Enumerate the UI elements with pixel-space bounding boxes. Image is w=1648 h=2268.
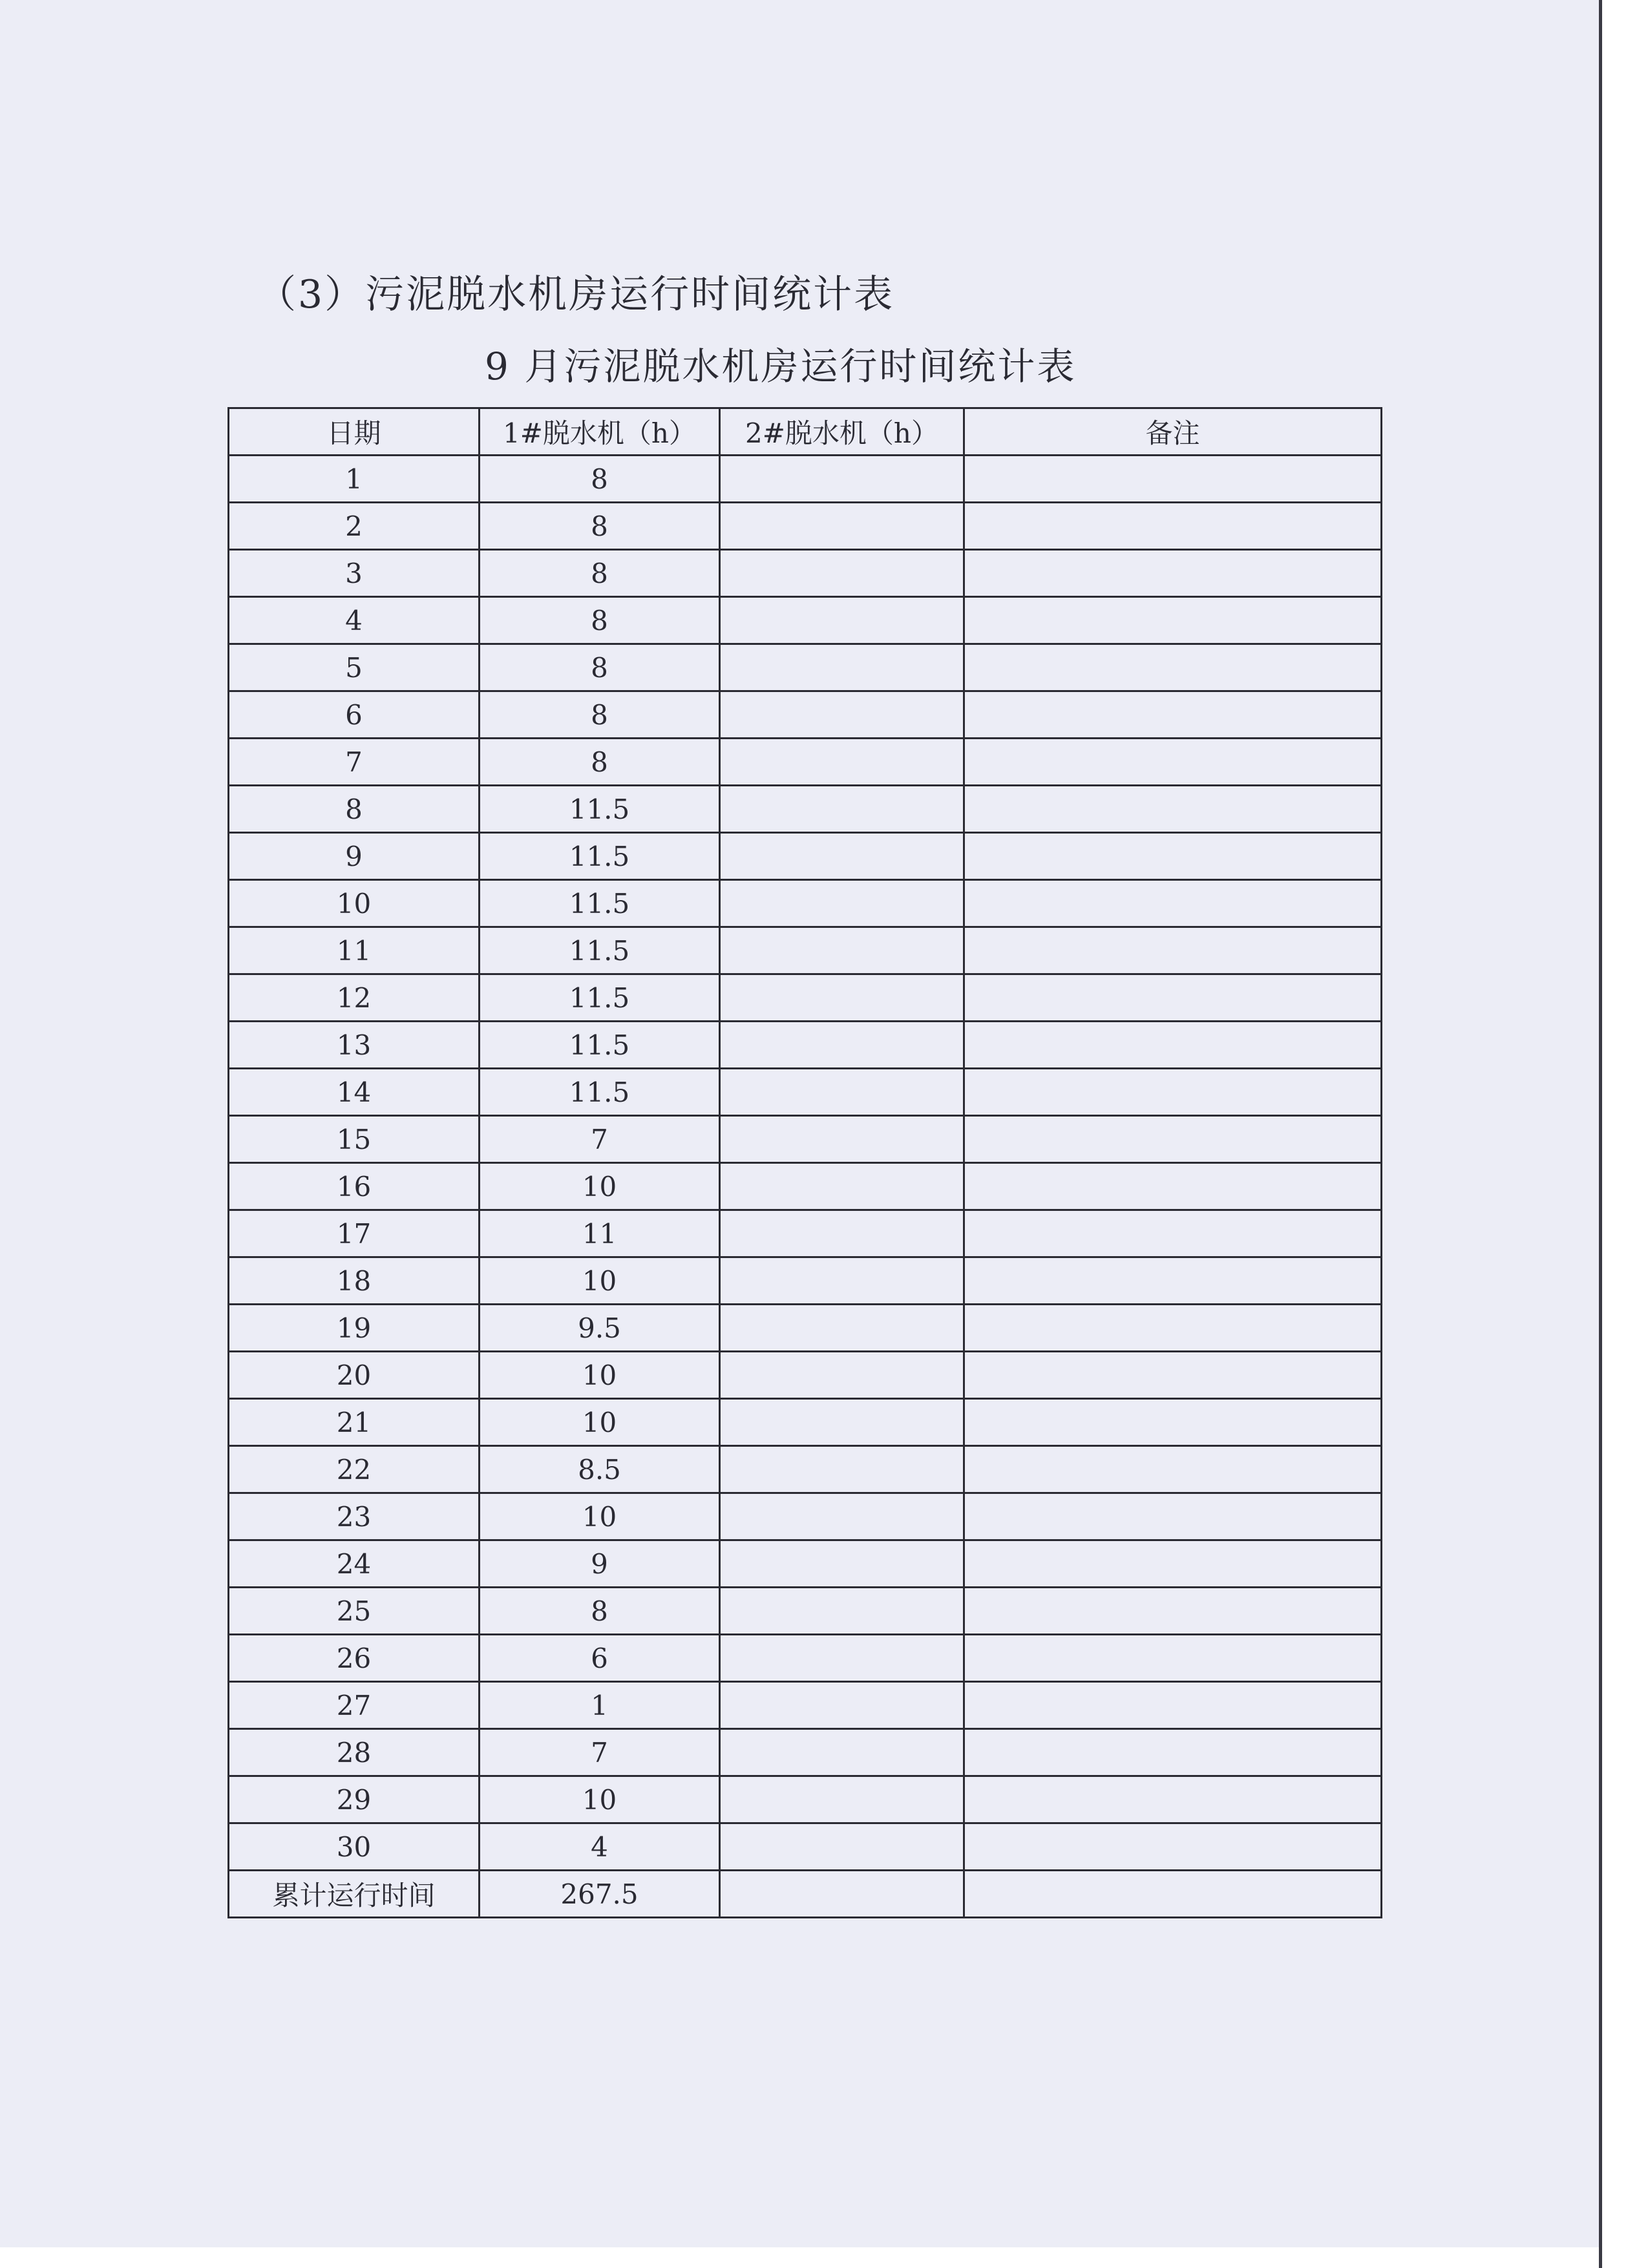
table-row xyxy=(229,1069,1382,1116)
cell-machine-2 xyxy=(720,1305,964,1352)
cell-note xyxy=(964,927,1382,974)
cell-note xyxy=(964,1163,1382,1210)
cell-note xyxy=(964,1823,1382,1871)
cell-machine-2 xyxy=(720,503,964,550)
header-date: 日期 xyxy=(229,408,480,456)
cell-machine-2 xyxy=(720,644,964,691)
cell-date: 15 xyxy=(229,1116,480,1163)
table-row xyxy=(229,1163,1382,1210)
total-row xyxy=(229,1871,1382,1918)
cell-machine-1: 11.5 xyxy=(480,786,720,833)
cell-machine-1: 7 xyxy=(480,1729,720,1776)
cell-machine-2 xyxy=(720,1446,964,1493)
cell-note xyxy=(964,1210,1382,1257)
table-row xyxy=(229,1776,1382,1823)
cell-machine-1: 8 xyxy=(480,503,720,550)
cell-date: 4 xyxy=(229,597,480,644)
cell-machine-2 xyxy=(720,1493,964,1540)
table-row xyxy=(229,880,1382,927)
cell-date: 11 xyxy=(229,927,480,974)
cell-date: 23 xyxy=(229,1493,480,1540)
cell-machine-1: 8 xyxy=(480,691,720,739)
cell-date: 21 xyxy=(229,1399,480,1446)
cell-note xyxy=(964,503,1382,550)
cell-note xyxy=(964,786,1382,833)
cell-date: 12 xyxy=(229,974,480,1022)
cell-date: 17 xyxy=(229,1210,480,1257)
cell-machine-2 xyxy=(720,691,964,739)
cell-machine-2 xyxy=(720,1257,964,1305)
cell-machine-2 xyxy=(720,1399,964,1446)
total-machine-2 xyxy=(720,1871,964,1918)
cell-date: 27 xyxy=(229,1682,480,1729)
total-label: 累计运行时间 xyxy=(229,1871,480,1918)
cell-machine-2 xyxy=(720,1069,964,1116)
cell-note xyxy=(964,880,1382,927)
table-row xyxy=(229,1210,1382,1257)
cell-machine-2 xyxy=(720,1682,964,1729)
cell-machine-2 xyxy=(720,1540,964,1588)
table-row xyxy=(229,597,1382,644)
table-row xyxy=(229,1540,1382,1588)
cell-machine-1: 4 xyxy=(480,1823,720,1871)
cell-note xyxy=(964,1257,1382,1305)
cell-note xyxy=(964,1352,1382,1399)
cell-date: 30 xyxy=(229,1823,480,1871)
section-title: （3）污泥脱水机房运行时间统计表 xyxy=(257,272,895,317)
cell-date: 2 xyxy=(229,503,480,550)
header-machine-1: 1#脱水机（h） xyxy=(480,408,720,456)
table-row xyxy=(229,1305,1382,1352)
cell-machine-2 xyxy=(720,1352,964,1399)
total-machine-1: 267.5 xyxy=(480,1871,720,1918)
cell-note xyxy=(964,1446,1382,1493)
cell-machine-1: 10 xyxy=(480,1257,720,1305)
table-row xyxy=(229,1352,1382,1399)
cell-machine-1: 8 xyxy=(480,644,720,691)
cell-machine-1: 10 xyxy=(480,1776,720,1823)
cell-machine-1: 11.5 xyxy=(480,880,720,927)
table-row xyxy=(229,691,1382,739)
cell-machine-2 xyxy=(720,1823,964,1871)
cell-note xyxy=(964,1116,1382,1163)
cell-machine-2 xyxy=(720,927,964,974)
cell-date: 18 xyxy=(229,1257,480,1305)
cell-note xyxy=(964,1540,1382,1588)
cell-machine-2 xyxy=(720,1116,964,1163)
cell-date: 6 xyxy=(229,691,480,739)
cell-machine-2 xyxy=(720,597,964,644)
cell-note xyxy=(964,833,1382,880)
cell-date: 7 xyxy=(229,739,480,786)
cell-machine-1: 8 xyxy=(480,456,720,503)
cell-date: 16 xyxy=(229,1163,480,1210)
cell-machine-2 xyxy=(720,1635,964,1682)
cell-date: 13 xyxy=(229,1022,480,1069)
runtime-stats-table xyxy=(227,407,1382,1918)
total-note xyxy=(964,1871,1382,1918)
cell-note xyxy=(964,1729,1382,1776)
cell-machine-2 xyxy=(720,550,964,597)
cell-note xyxy=(964,739,1382,786)
table-body xyxy=(229,456,1382,1871)
table-row xyxy=(229,1399,1382,1446)
cell-date: 28 xyxy=(229,1729,480,1776)
cell-note xyxy=(964,597,1382,644)
cell-note xyxy=(964,1682,1382,1729)
cell-date: 5 xyxy=(229,644,480,691)
cell-machine-1: 8 xyxy=(480,1588,720,1635)
cell-machine-1: 11.5 xyxy=(480,833,720,880)
cell-machine-1: 10 xyxy=(480,1399,720,1446)
cell-note xyxy=(964,1588,1382,1635)
table-row xyxy=(229,833,1382,880)
cell-machine-2 xyxy=(720,1210,964,1257)
table-row xyxy=(229,1493,1382,1540)
cell-note xyxy=(964,1635,1382,1682)
table-row xyxy=(229,974,1382,1022)
cell-date: 22 xyxy=(229,1446,480,1493)
cell-machine-2 xyxy=(720,880,964,927)
table-title: 9 月污泥脱水机房运行时间统计表 xyxy=(485,344,1077,388)
cell-machine-2 xyxy=(720,1588,964,1635)
table-row xyxy=(229,1682,1382,1729)
table-row xyxy=(229,1729,1382,1776)
cell-note xyxy=(964,1399,1382,1446)
table-row xyxy=(229,786,1382,833)
cell-note xyxy=(964,691,1382,739)
table-row xyxy=(229,927,1382,974)
cell-machine-1: 8 xyxy=(480,597,720,644)
table-header-row xyxy=(229,408,1382,456)
cell-note xyxy=(964,1493,1382,1540)
table-row xyxy=(229,503,1382,550)
cell-machine-1: 9.5 xyxy=(480,1305,720,1352)
cell-date: 29 xyxy=(229,1776,480,1823)
cell-machine-1: 8.5 xyxy=(480,1446,720,1493)
cell-note xyxy=(964,644,1382,691)
cell-machine-2 xyxy=(720,1729,964,1776)
cell-note xyxy=(964,1305,1382,1352)
table-row xyxy=(229,456,1382,503)
cell-machine-1: 8 xyxy=(480,550,720,597)
cell-machine-2 xyxy=(720,833,964,880)
cell-machine-1: 11 xyxy=(480,1210,720,1257)
cell-machine-1: 10 xyxy=(480,1493,720,1540)
cell-machine-2 xyxy=(720,456,964,503)
cell-machine-2 xyxy=(720,1163,964,1210)
cell-machine-2 xyxy=(720,1022,964,1069)
cell-machine-2 xyxy=(720,974,964,1022)
header-note: 备注 xyxy=(964,408,1382,456)
table-row xyxy=(229,1823,1382,1871)
cell-machine-1: 11.5 xyxy=(480,974,720,1022)
cell-date: 25 xyxy=(229,1588,480,1635)
cell-machine-1: 8 xyxy=(480,739,720,786)
table-row xyxy=(229,644,1382,691)
cell-date: 8 xyxy=(229,786,480,833)
table-row xyxy=(229,550,1382,597)
cell-machine-1: 11.5 xyxy=(480,927,720,974)
table-row xyxy=(229,1588,1382,1635)
table-row xyxy=(229,1446,1382,1493)
cell-note xyxy=(964,1776,1382,1823)
cell-note xyxy=(964,550,1382,597)
cell-date: 19 xyxy=(229,1305,480,1352)
cell-machine-1: 11.5 xyxy=(480,1022,720,1069)
cell-machine-1: 10 xyxy=(480,1352,720,1399)
cell-machine-2 xyxy=(720,739,964,786)
cell-date: 24 xyxy=(229,1540,480,1588)
scan-bottom-margin xyxy=(0,2247,1599,2268)
table-row xyxy=(229,1116,1382,1163)
cell-date: 20 xyxy=(229,1352,480,1399)
cell-machine-1: 10 xyxy=(480,1163,720,1210)
cell-date: 26 xyxy=(229,1635,480,1682)
header-machine-2: 2#脱水机（h） xyxy=(720,408,964,456)
cell-date: 14 xyxy=(229,1069,480,1116)
cell-date: 3 xyxy=(229,550,480,597)
cell-note xyxy=(964,1069,1382,1116)
table-row xyxy=(229,1022,1382,1069)
cell-machine-1: 11.5 xyxy=(480,1069,720,1116)
cell-machine-1: 1 xyxy=(480,1682,720,1729)
table-row xyxy=(229,1635,1382,1682)
table-row xyxy=(229,739,1382,786)
cell-machine-2 xyxy=(720,1776,964,1823)
cell-note xyxy=(964,1022,1382,1069)
cell-machine-1: 9 xyxy=(480,1540,720,1588)
table-row xyxy=(229,1257,1382,1305)
cell-note xyxy=(964,974,1382,1022)
cell-machine-2 xyxy=(720,786,964,833)
cell-date: 9 xyxy=(229,833,480,880)
cell-date: 10 xyxy=(229,880,480,927)
cell-note xyxy=(964,456,1382,503)
cell-date: 1 xyxy=(229,456,480,503)
cell-machine-1: 7 xyxy=(480,1116,720,1163)
cell-machine-1: 6 xyxy=(480,1635,720,1682)
scan-page-edge xyxy=(1599,0,1648,2268)
